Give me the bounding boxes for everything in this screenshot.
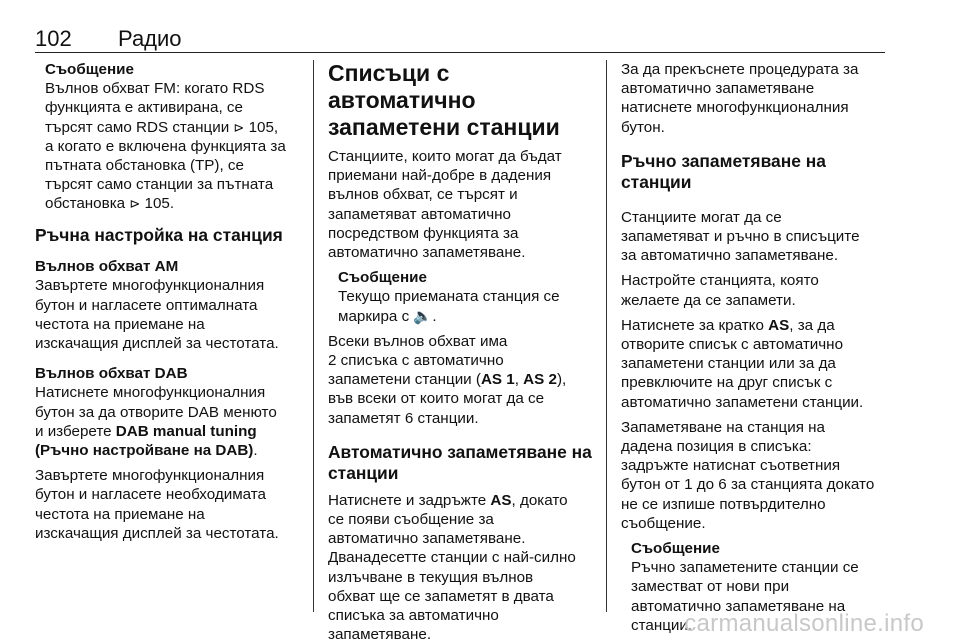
- column-2: [328, 60, 596, 644]
- page-title: Радио: [118, 26, 182, 51]
- section-heading-manual-tuning: Ръчна настройка на станция: [35, 224, 283, 245]
- header-divider: [35, 52, 885, 53]
- column-divider-2: [606, 60, 607, 612]
- section-heading-manual-store: Ръчно запаметяване на станции: [621, 150, 826, 193]
- paragraph-lists: Всеки вълнов обхват има 2 списъка с автоматично запаметени станции (AS 1, AS 2), във всеки от които могат да се запаметят 6 станции.: [328, 332, 567, 427]
- watermark: carmanualsonline.info: [684, 610, 924, 637]
- arrow-ref-icon: ⊳: [129, 196, 141, 212]
- column-3: [621, 60, 891, 635]
- speaker-icon: 🔈: [413, 307, 433, 325]
- section-heading-autostore: Автоматично запаметяване на станции: [328, 441, 592, 484]
- note-text: Ръчно запаметените станции се заместват от нови при автоматично запаметяване на станции.: [631, 559, 859, 634]
- paragraph-interrupt: За да прекъснете процедурата за автоматично запаметяване натиснете многофункционалния бутон.: [621, 61, 859, 136]
- note-current-station: [338, 268, 596, 326]
- note-title: Съобщение: [631, 540, 720, 558]
- subheading-dab: Вълнов обхват DAB: [35, 365, 188, 383]
- page-number: 102: [35, 26, 72, 51]
- paragraph-am: Завъртете многофункционалния бутон и нагласете оптималната честота на приемане на изскачащия дисплей за честотата.: [35, 277, 279, 352]
- section-heading-autostore-lists: Списъци с автоматично запаметени станции: [328, 60, 560, 140]
- paragraph-manual-2: Настройте станцията, която желаете да се запамети.: [621, 272, 819, 309]
- note-text: Вълнов обхват FM: когато RDS функцията е активирана, се търсят само RDS станции ⊳ 105, а когато е включена функцията за пътната обстановка (TP), се търсят само станции за пътната обстановка ⊳ 105.: [45, 80, 286, 213]
- column-divider-1: [313, 60, 314, 612]
- note-text: Текущо приеманата станция се маркира с 🔈.: [338, 288, 560, 325]
- paragraph-dab-2: Завъртете многофункционалния бутон и нагласете необходимата честота на приемане на изскачащия дисплей за честотата.: [35, 467, 279, 542]
- paragraph-manual-1: Станциите могат да се запаметяват и ръчно в списъците за автоматично запаметяване.: [621, 208, 860, 265]
- paragraph-dab: Натиснете многофункционалния бутон за да отворите DAB менюто и изберете DAB manual tuning (Ръчно настройване на DAB).: [35, 384, 277, 459]
- column-1: [35, 60, 303, 543]
- note-rds: [45, 60, 303, 214]
- paragraph-manual-3: Натиснете за кратко AS, за да отворите списък с автоматично запаметени станции или за да превключите на друг списък с автоматично запаметени станции.: [621, 316, 864, 411]
- note-title: Съобщение: [338, 269, 427, 287]
- paragraph-autostore: Натиснете и задръжте AS, докато се появи съобщение за автоматично запаметяване. Дванадесетте станции с най-силно излъчване в текущия вълнов обхват ще се запаметят в двата списъка за автоматично запаметяване.: [328, 491, 576, 644]
- subheading-am: Вълнов обхват AM: [35, 258, 179, 276]
- arrow-ref-icon: ⊳: [233, 119, 245, 135]
- paragraph-intro: Станциите, които могат да бъдат приемани най-добре в дадения вълнов обхват, се търсят и запаметяват автоматично посредством функцията за автоматично запаметяване.: [328, 148, 562, 262]
- paragraph-manual-4: Запаметяване на станция на дадена позиция в списъка: задръжте натиснат съответния бутон от 1 до 6 за станцията докато не се изпише потвърдително съобщение.: [621, 418, 875, 532]
- note-title: Съобщение: [45, 61, 134, 78]
- page-header: [35, 26, 885, 52]
